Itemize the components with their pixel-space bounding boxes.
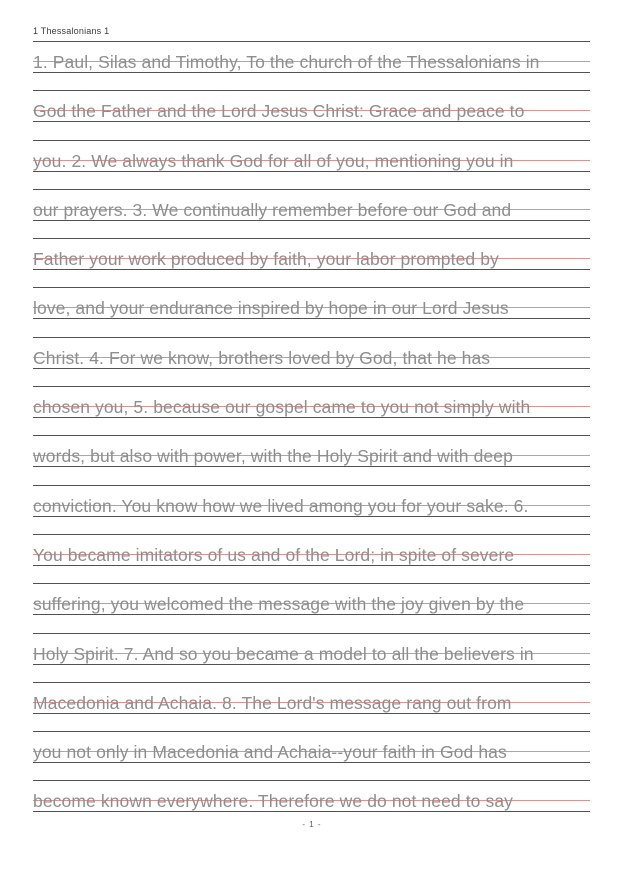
line-text: God the Father and the Lord Jesus Christ: Grace and peace to (33, 101, 525, 122)
line-text: conviction. You know how we lived among you for your sake. 6. (33, 495, 529, 516)
line-text: 1. Paul, Silas and Timothy, To the church of the Thessalonians in (33, 52, 540, 72)
top-rule (33, 386, 590, 387)
guide-row (33, 583, 590, 632)
base-rule (33, 72, 590, 73)
base-rule (33, 762, 590, 763)
guide-row (33, 189, 590, 238)
page-number: - 1 - (302, 820, 322, 829)
line-text: Holy Spirit. 7. And so you became a model to all the believers in (33, 643, 534, 664)
top-rule (33, 583, 590, 584)
base-rule (33, 318, 590, 319)
top-rule (33, 140, 590, 141)
base-rule (33, 417, 590, 418)
base-rule (33, 664, 590, 665)
top-rule (33, 337, 590, 338)
base-rule (33, 121, 590, 122)
base-rule (33, 516, 590, 517)
line-text: suffering, you welcomed the message with the joy given by the (33, 594, 525, 615)
guide-row (33, 633, 590, 682)
line-text: Father your work produced by faith, your labor prompted by (33, 249, 499, 270)
top-rule (33, 534, 590, 535)
top-rule (33, 41, 590, 42)
top-rule (33, 633, 590, 634)
base-rule (33, 171, 590, 172)
line-text: You became imitators of us and of the Lord; in spite of severe (33, 544, 515, 565)
base-rule (33, 368, 590, 369)
top-rule (33, 90, 590, 91)
guide-row (33, 682, 590, 731)
guide-row (33, 534, 590, 583)
guide-row (33, 140, 590, 189)
base-rule (33, 220, 590, 221)
line-text: Macedonia and Achaia. 8. The Lord's message rang out from (33, 692, 512, 713)
base-rule (33, 713, 590, 714)
guide-row (33, 90, 590, 139)
guide-row (33, 435, 590, 484)
top-rule (33, 238, 590, 239)
guide-row (33, 386, 590, 435)
top-rule (33, 780, 590, 781)
text-lines-container (33, 41, 590, 830)
top-rule (33, 682, 590, 683)
guide-row (33, 238, 590, 287)
top-rule (33, 435, 590, 436)
guide-row (33, 41, 590, 90)
base-rule (33, 565, 590, 566)
top-rule (33, 731, 590, 732)
line-text: chosen you, 5. because our gospel came to you not simply with (33, 397, 531, 418)
guide-row (33, 337, 590, 386)
line-text: you not only in Macedonia and Achaia--your faith in God has (33, 742, 507, 763)
top-rule (33, 485, 590, 486)
base-rule (33, 269, 590, 270)
line-text: you. 2. We always thank God for all of you, mentioning you in (33, 150, 514, 171)
line-text: love, and your endurance inspired by hope in our Lord Jesus (33, 298, 509, 319)
guide-row (33, 287, 590, 336)
line-text: become known everywhere. Therefore we do not need to say (33, 791, 513, 812)
guide-row (33, 731, 590, 780)
top-rule (33, 287, 590, 288)
base-rule (33, 614, 590, 615)
page-header-title: 1 Thessalonians 1 (33, 26, 110, 36)
guide-row (33, 485, 590, 534)
line-text: words, but also with power, with the Holy Spirit and with deep (33, 446, 513, 467)
line-text: Christ. 4. For we know, brothers loved by God, that he has (33, 347, 491, 368)
base-rule (33, 466, 590, 467)
line-text: our prayers. 3. We continually remember before our God and (33, 199, 512, 220)
base-rule (33, 811, 590, 812)
top-rule (33, 189, 590, 190)
